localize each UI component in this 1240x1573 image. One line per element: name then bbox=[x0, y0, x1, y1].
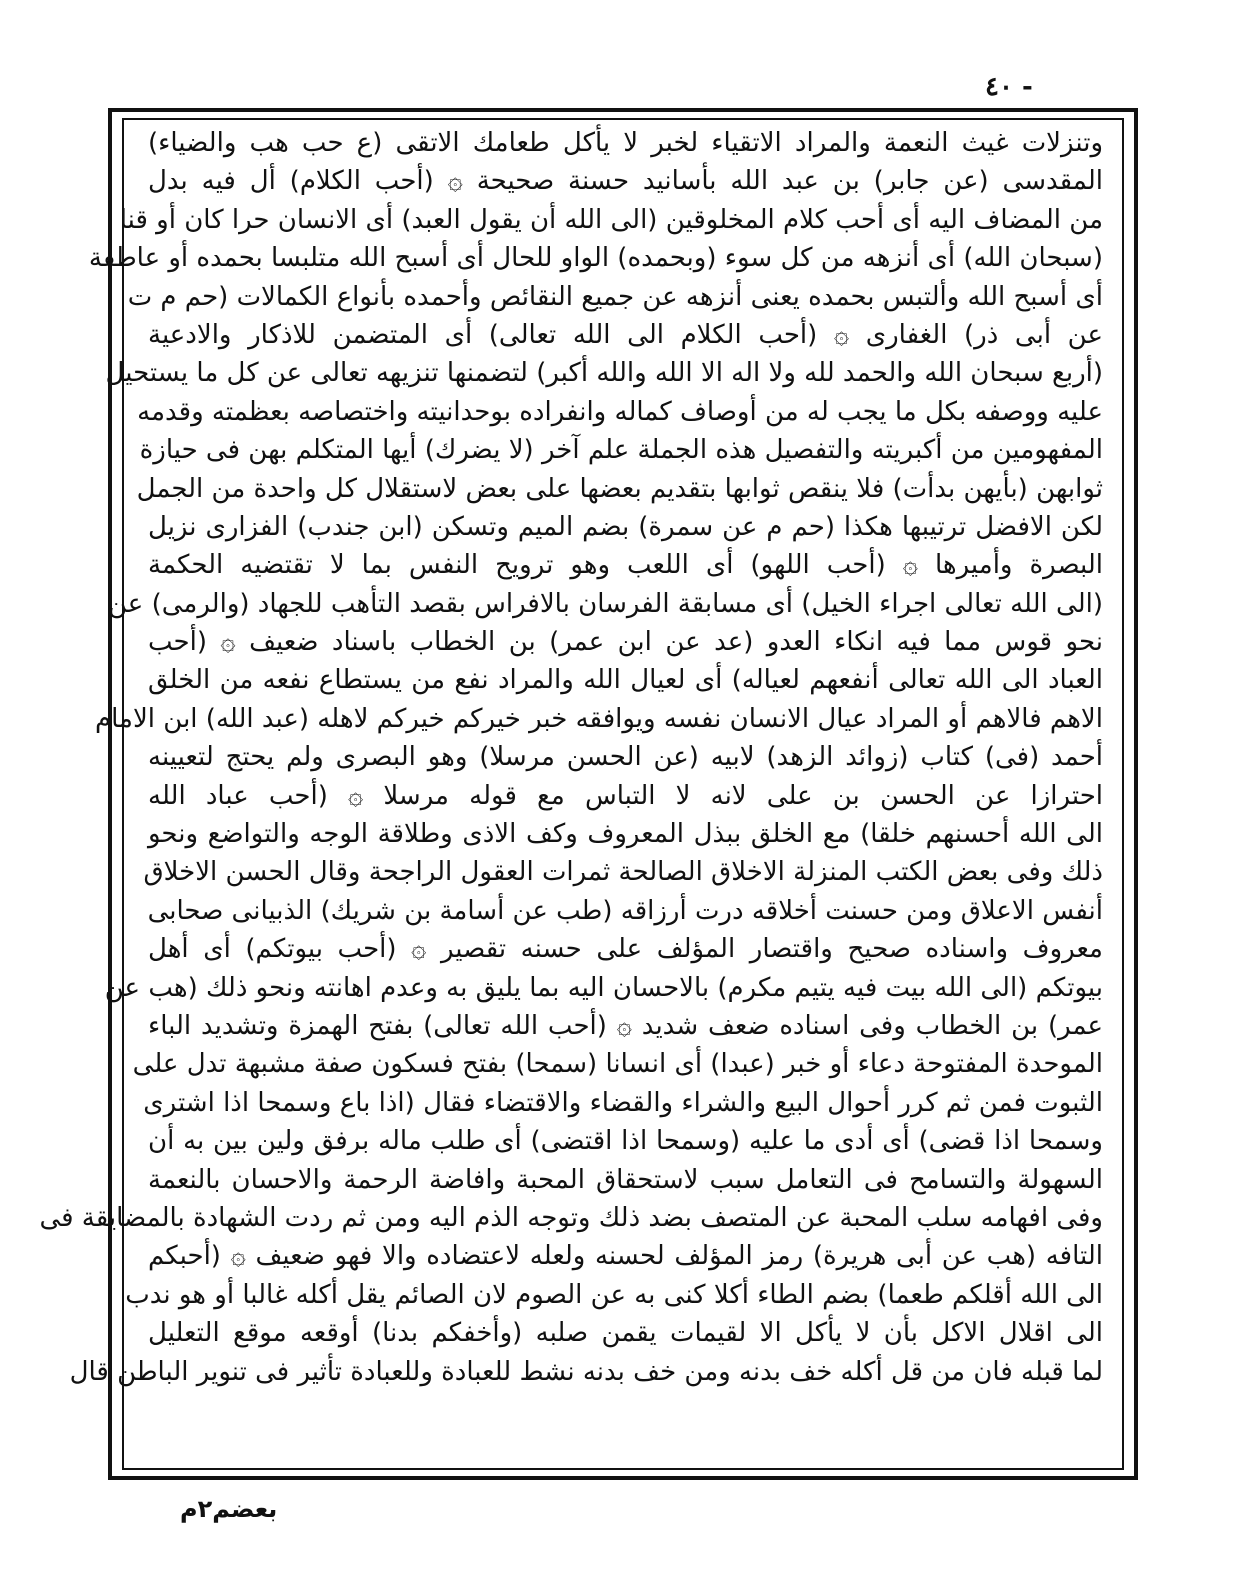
text-line: التافه (هب عن أبى هريرة) رمز المؤلف لحسنه ولعله لاعتضاده والا فهو ضعيف ۞ (أحبكم bbox=[148, 1241, 1103, 1272]
text-line: المفهومين من أكبريته والتفصيل هذه الجملة علم آخر (لا يضرك) أيها المتكلم بهن فى حيازة bbox=[139, 435, 1103, 466]
text-line: السهولة والتسامح فى التعامل سبب لاستحقاق المحبة وافاضة الرحمة والاحسان بالنعمة bbox=[148, 1164, 1103, 1195]
text-line: احترازا عن الحسن بن على لانه لا التباس مع قوله مرسلا ۞ (أحب عباد الله bbox=[148, 780, 1103, 811]
text-line: الثبوت فمن ثم كرر أحوال البيع والشراء والقضاء والاقتضاء فقال (اذا باع وسمحا اذا اشترى bbox=[143, 1087, 1103, 1118]
main-text-block bbox=[39, 124, 1103, 1469]
signature-mark: بعضم٢م bbox=[180, 1495, 278, 1523]
text-line: (أربع سبحان الله والحمد لله ولا اله الا الله والله أكبر) لتضمنها تنزيهه تعالى عن كل ما يستحيل bbox=[105, 358, 1103, 389]
text-line: المقدسى (عن جابر) بن عبد الله بأسانيد حسنة صحيحة ۞ (أحب الكلام) أل فيه بدل bbox=[148, 166, 1103, 197]
text-line: من المضاف اليه أى أحب كلام المخلوقين (الى الله أن يقول العبد) أى الانسان حرا كان أو قنا bbox=[119, 204, 1103, 235]
text-line: نحو قوس مما فيه انكاء العدو (عد عن ابن عمر) بن الخطاب باسناد ضعيف ۞ (أحب bbox=[148, 627, 1103, 658]
text-line: أنفس الاعلاق ومن حسنت أخلاقه درت أرزاقه (طب عن أسامة بن شريك) الذبيانى صحابى bbox=[147, 895, 1103, 926]
text-line: الاهم فالاهم أو المراد عيال الانسان نفسه ويوافقه خبر خيركم خيركم لاهله (عبد الله) ابن الامام bbox=[95, 703, 1103, 734]
text-line: وفى افهامه سلب المحبة عن المتصف بضد ذلك وتوجه الذم اليه ومن ثم ردت الشهادة بالمضايقة فى bbox=[39, 1202, 1103, 1233]
text-line: العباد الى الله تعالى أنفعهم لعياله) أى لعيال الله والمراد نفع من يستطاع نفعه من الخلق bbox=[148, 665, 1103, 696]
text-line: معروف واسناده صحيح واقتصار المؤلف على حسنه تقصير ۞ (أحب بيوتكم) أى أهل bbox=[148, 934, 1103, 965]
text-line: (الى الله تعالى اجراء الخيل) أى مسابقة الفرسان بالافراس بقصد التأهب للجهاد (والرمى) عن bbox=[108, 588, 1103, 619]
text-line: أى أسبح الله وألتبس بحمده يعنى أنزهه عن جميع النقائص وأحمده بأنواع الكمالات (حم م ت bbox=[127, 281, 1103, 312]
text-line: لكن الافضل ترتيبها هكذا (حم م عن سمرة) بضم الميم وتسكن (ابن جندب) الفزارى نزيل bbox=[148, 511, 1103, 542]
text-line: الى الله أحسنهم خلقا) مع الخلق ببذل المعروف وكف الاذى وطلاقة الوجه والتواضع ونحو bbox=[148, 819, 1103, 850]
page-number: ٤٠ - bbox=[985, 72, 1033, 102]
text-line: وتنزلات غيث النعمة والمراد الاتقياء لخبر لا يأكل طعامك الاتقى (ع حب هب والضياء) bbox=[148, 128, 1103, 158]
text-line: الى الله أقلكم طعما) بضم الطاء أكلا كنى به عن الصوم لان الصائم يقل أكله غالبا أو هو ندب bbox=[125, 1279, 1103, 1310]
text-line: (سبحان الله) أى أنزهه من كل سوء (وبحمده) الواو للحال أى أسبح الله متلبسا بحمده أو عاطفة bbox=[88, 243, 1103, 274]
text-line: لما قبله فان من قل أكله خف بدنه ومن خف بدنه نشط للعبادة وللعبادة تأثير فى تنوير الباطن قال bbox=[69, 1356, 1103, 1387]
text-line: بيوتكم (الى الله بيت فيه يتيم مكرم) بالاحسان اليه بما يليق به وعدم اهانته ونحو ذلك (هب عن bbox=[104, 972, 1103, 1003]
text-line: الموحدة المفتوحة دعاء أو خبر (عبدا) أى انسانا (سمحا) بفتح فسكون صفة مشبهة تدل على bbox=[132, 1049, 1103, 1080]
text-line: أحمد (فى) كتاب (زوائد الزهد) لابيه (عن الحسن مرسلا) وهو البصرى ولم يحتج لتعيينه bbox=[148, 742, 1103, 773]
text-line: عليه ووصفه بكل ما يجب له من أوصاف كماله وانفراده بوحدانيته واختصاصه بعظمته وقدمه bbox=[137, 396, 1103, 427]
text-line: عمر) بن الخطاب وفى اسناده ضعف شديد ۞ (أحب الله تعالى) بفتح الهمزة وتشديد الباء bbox=[148, 1010, 1103, 1041]
text-line: عن أبى ذر) الغفارى ۞ (أحب الكلام الى الله تعالى) أى المتضمن للاذكار والادعية bbox=[148, 319, 1103, 350]
text-line: ذلك وفى بعض الكتب المنزلة الاخلاق الصالحة ثمرات العقول الراجحة وقال الحسن الاخلاق bbox=[143, 857, 1103, 888]
text-line: وسمحا اذا قضى) أى أدى ما عليه (وسمحا اذا اقتضى) أى طلب ماله برفق ولين بين به أن bbox=[148, 1126, 1103, 1157]
text-line: ثوابهن (بأيهن بدأت) فلا ينقص ثوابها بتقديم بعضها على بعض لاستقلال كل واحدة من الجمل bbox=[136, 473, 1103, 504]
text-line: الى اقلال الاكل بأن لا يأكل الا لقيمات يقمن صلبه (وأخفكم بدنا) أوقعه موقع التعليل bbox=[148, 1318, 1103, 1349]
text-line: البصرة وأميرها ۞ (أحب اللهو) أى اللعب وهو ترويح النفس بما لا تقتضيه الحكمة bbox=[148, 550, 1103, 581]
